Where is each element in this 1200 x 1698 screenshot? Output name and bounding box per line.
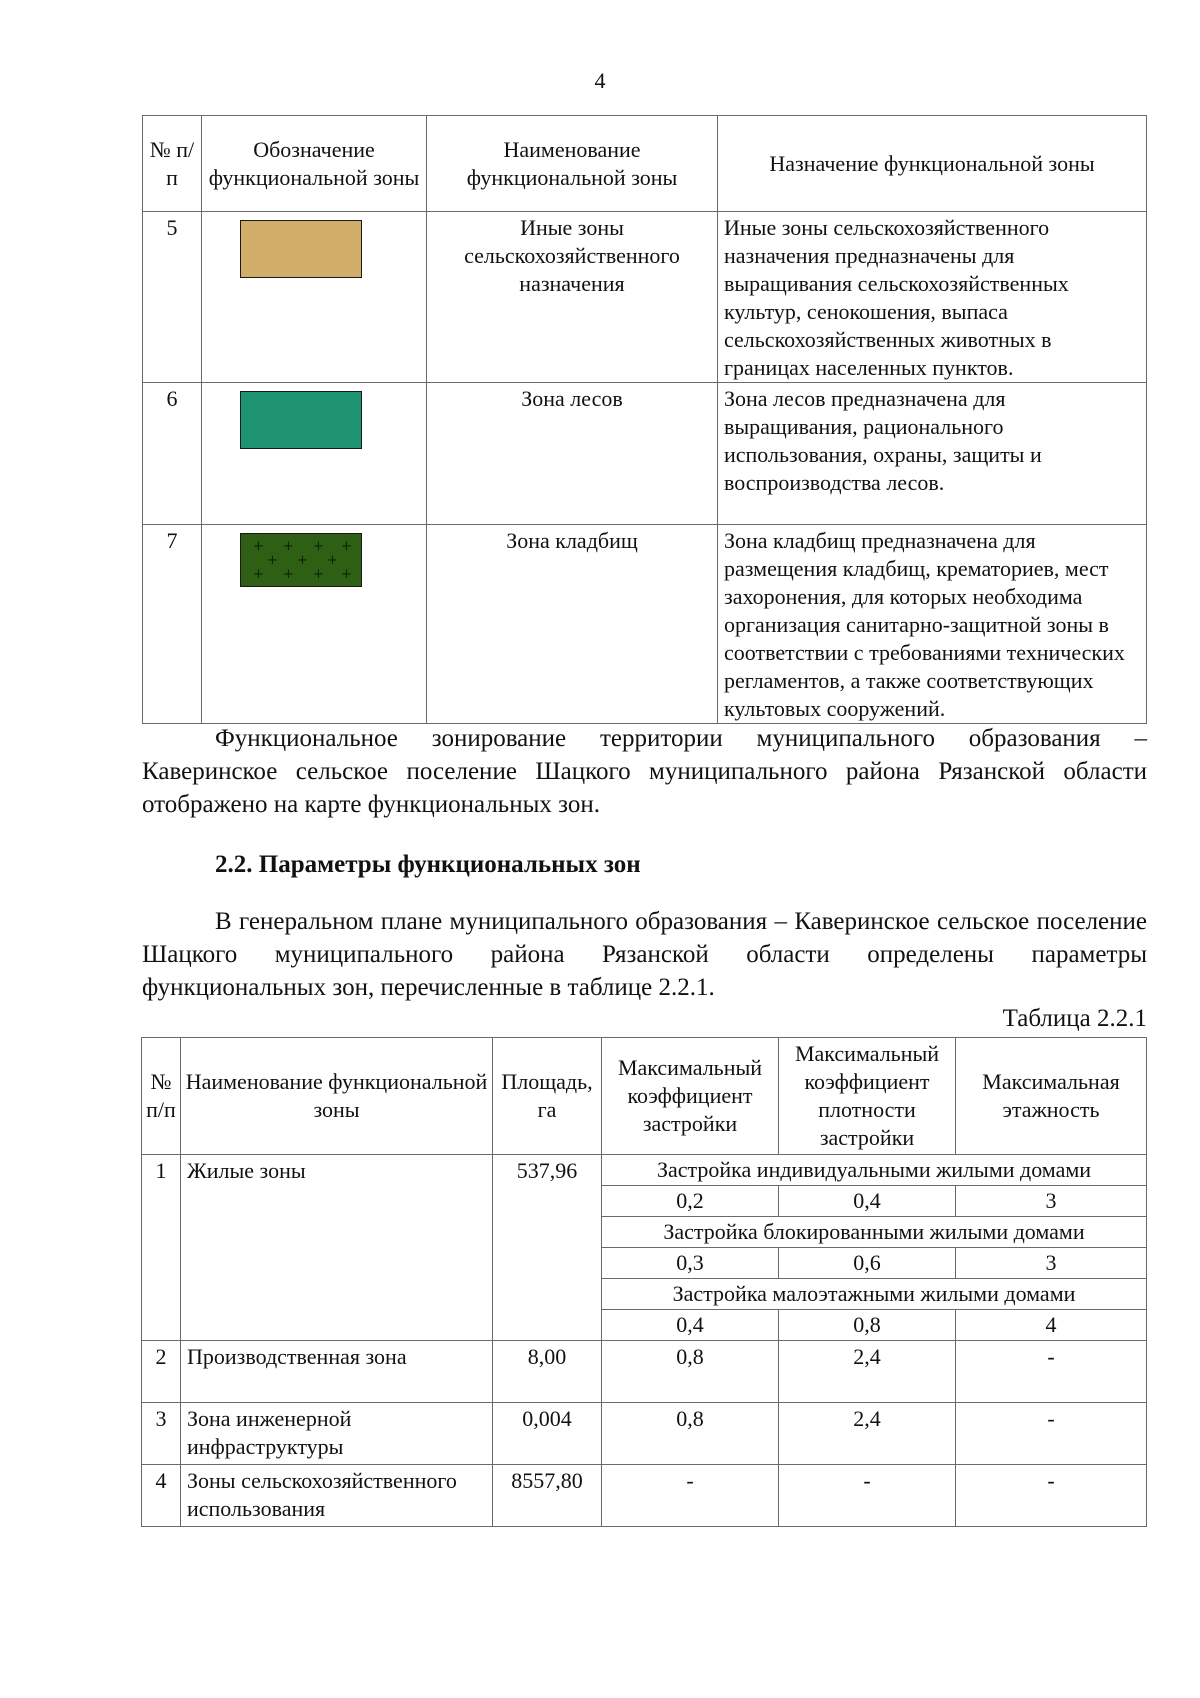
zone-purpose: Зона кладбищ предназначена для размещения кладбищ, крематориев, мест захоронения, для которых необходима организация санитарно-защитной зоны в соответствии с требованиями технических регламентов, а также соответствующих культовых сооружений. bbox=[718, 525, 1147, 724]
zone-parameters-table bbox=[141, 1037, 1147, 1527]
subtype-label: Застройка малоэтажными жилыми домами bbox=[602, 1279, 1147, 1310]
zone-area: 8557,80 bbox=[493, 1465, 602, 1527]
max-coefficient: - bbox=[602, 1465, 779, 1527]
zone-purpose: Зона лесов предназначена для выращивания, рационального использования, охраны, защиты и воспроизводства лесов. bbox=[718, 383, 1147, 525]
row-number: 7 bbox=[143, 525, 202, 724]
subtype-label: Застройка индивидуальными жилыми домами bbox=[602, 1155, 1147, 1186]
max-density: - bbox=[779, 1465, 956, 1527]
forest-zone-swatch bbox=[240, 391, 362, 449]
cross-icon: + bbox=[253, 539, 264, 554]
table-header-row bbox=[143, 116, 1147, 212]
header-number: № п/п bbox=[142, 1038, 181, 1155]
header-zone-name: Наименование функциональной зоны bbox=[181, 1038, 493, 1155]
row-number: 1 bbox=[142, 1155, 181, 1341]
cross-icon: + bbox=[283, 567, 294, 582]
max-density: 0,4 bbox=[779, 1186, 956, 1217]
zone-purpose: Иные зоны сельскохозяйственного назначения предназначены для выращивания сельскохозяйственных культур, сенокошения, выпаса сельскохозяйственных животных в границах населенных пунктов. bbox=[718, 212, 1147, 383]
subtype-label: Застройка блокированными жилыми домами bbox=[602, 1217, 1147, 1248]
max-floors: - bbox=[956, 1465, 1147, 1527]
designation-cell bbox=[202, 525, 427, 724]
header-purpose: Назначение функциональной зоны bbox=[718, 116, 1147, 212]
table-row bbox=[143, 383, 1147, 525]
row-number: 6 bbox=[143, 383, 202, 525]
max-coefficient: 0,2 bbox=[602, 1186, 779, 1217]
max-coefficient: 0,3 bbox=[602, 1248, 779, 1279]
header-max-floors: Максимальная этажность bbox=[956, 1038, 1147, 1155]
max-density: 0,6 bbox=[779, 1248, 956, 1279]
agricultural-zone-swatch bbox=[240, 220, 362, 278]
cross-icon: + bbox=[327, 553, 338, 568]
header-max-density: Максимальный коэффициент плотности застройки bbox=[779, 1038, 956, 1155]
max-coefficient: 0,8 bbox=[602, 1403, 779, 1465]
cross-icon: + bbox=[283, 539, 294, 554]
header-number: № п/п bbox=[143, 116, 202, 212]
max-density: 0,8 bbox=[779, 1310, 956, 1341]
zoning-paragraph: Функциональное зонирование территории муниципального образования – Каверинское сельское поселение Шацкого муниципального района Рязанской области отображено на карте функциональных зон. bbox=[142, 725, 1147, 818]
zone-name: Зона лесов bbox=[427, 383, 718, 525]
table-row bbox=[142, 1403, 1147, 1465]
zone-name: Зоны сельскохозяйственного использования bbox=[181, 1465, 493, 1527]
zone-name: Жилые зоны bbox=[181, 1155, 493, 1341]
zone-name: Производственная зона bbox=[181, 1341, 493, 1403]
cross-icon: + bbox=[267, 553, 278, 568]
table-row bbox=[143, 525, 1147, 724]
cross-icon: + bbox=[313, 539, 324, 554]
cross-icon: + bbox=[341, 567, 352, 582]
table-row bbox=[142, 1465, 1147, 1527]
row-number: 3 bbox=[142, 1403, 181, 1465]
max-density: 2,4 bbox=[779, 1341, 956, 1403]
zone-area: 537,96 bbox=[493, 1155, 602, 1341]
zone-name: Иные зоны сельскохозяйственного назначения bbox=[427, 212, 718, 383]
max-floors: 3 bbox=[956, 1248, 1147, 1279]
table-row bbox=[143, 212, 1147, 383]
table-row bbox=[142, 1155, 1147, 1186]
max-coefficient: 0,4 bbox=[602, 1310, 779, 1341]
zone-area: 0,004 bbox=[493, 1403, 602, 1465]
cemetery-zone-swatch bbox=[240, 533, 362, 587]
row-number: 5 bbox=[143, 212, 202, 383]
header-max-coefficient: Максимальный коэффициент застройки bbox=[602, 1038, 779, 1155]
page-number: 4 bbox=[594, 68, 606, 93]
designation-cell bbox=[202, 383, 427, 525]
cross-icon: + bbox=[253, 567, 264, 582]
max-floors: 4 bbox=[956, 1310, 1147, 1341]
section-heading: 2.2. Параметры функциональных зон bbox=[215, 851, 641, 878]
zone-name: Зона кладбищ bbox=[427, 525, 718, 724]
table-caption: Таблица 2.2.1 bbox=[1002, 1005, 1147, 1032]
row-number: 4 bbox=[142, 1465, 181, 1527]
functional-zones-table bbox=[142, 115, 1147, 724]
header-name: Наименование функциональной зоны bbox=[427, 116, 718, 212]
max-floors: 3 bbox=[956, 1186, 1147, 1217]
max-floors: - bbox=[956, 1403, 1147, 1465]
table-row bbox=[142, 1341, 1147, 1403]
max-floors: - bbox=[956, 1341, 1147, 1403]
cross-icon: + bbox=[297, 553, 308, 568]
header-designation: Обозначение функциональной зоны bbox=[202, 116, 427, 212]
table-header-row bbox=[142, 1038, 1147, 1155]
max-density: 2,4 bbox=[779, 1403, 956, 1465]
cross-icon: + bbox=[341, 539, 352, 554]
zone-area: 8,00 bbox=[493, 1341, 602, 1403]
row-number: 2 bbox=[142, 1341, 181, 1403]
max-coefficient: 0,8 bbox=[602, 1341, 779, 1403]
zone-name: Зона инженерной инфраструктуры bbox=[181, 1403, 493, 1465]
designation-cell bbox=[202, 212, 427, 383]
cross-icon: + bbox=[313, 567, 324, 582]
header-area: Площадь, га bbox=[493, 1038, 602, 1155]
parameters-paragraph: В генеральном плане муниципального образования – Каверинское сельское поселение Шацкого муниципального района Рязанской области определены параметры функциональных зон, перечисленные в таблице 2.2.1. bbox=[142, 908, 1147, 1001]
